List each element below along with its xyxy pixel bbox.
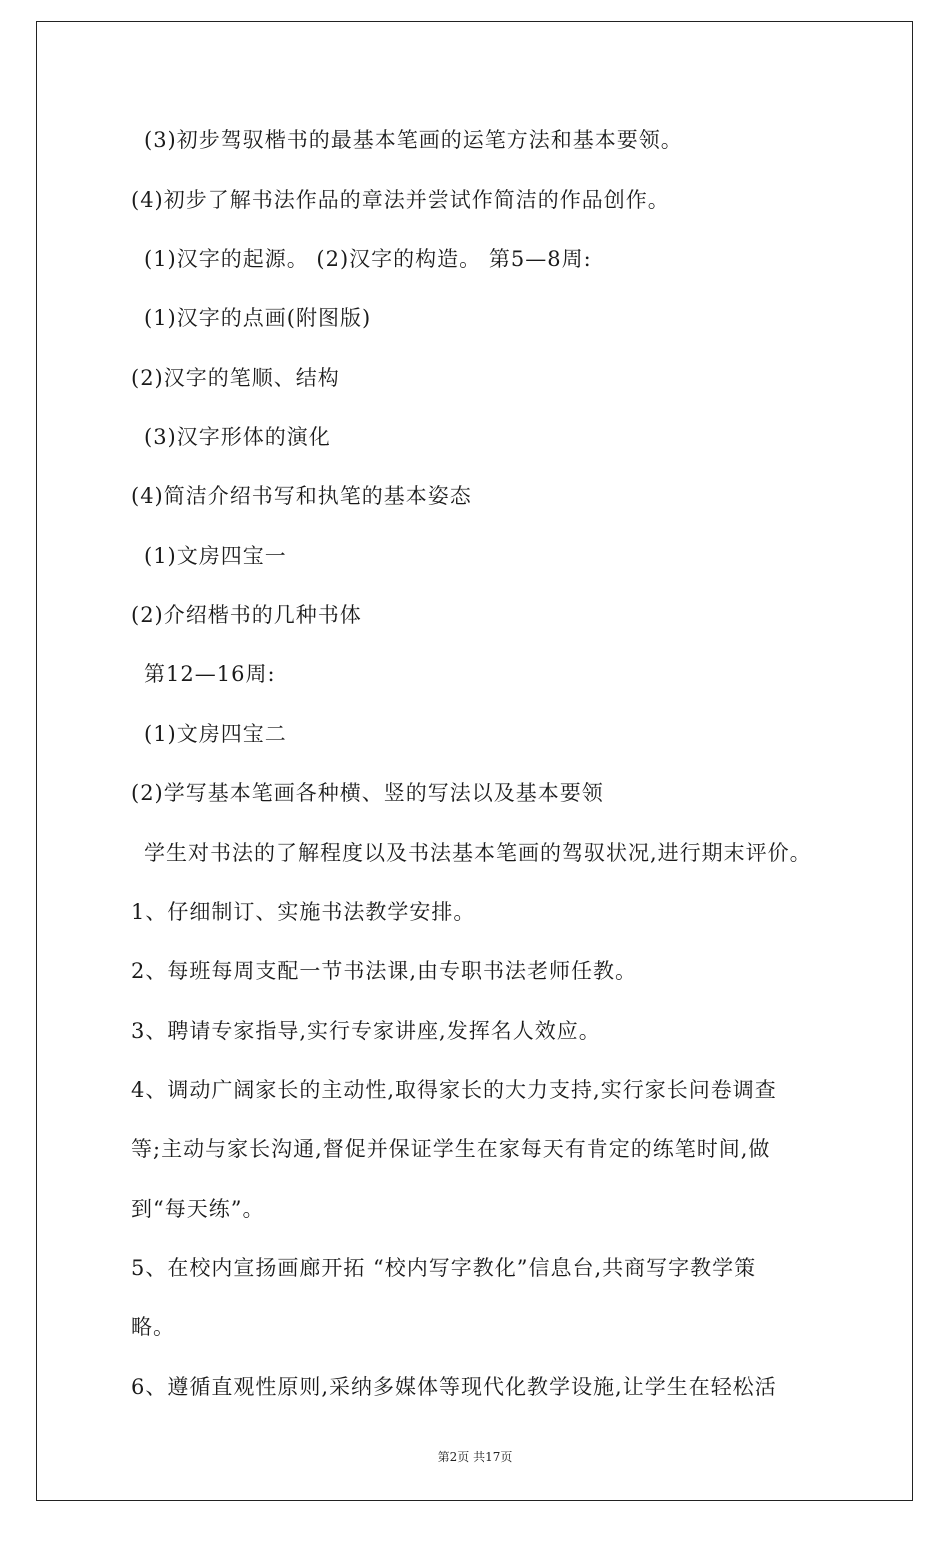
text-line: (4)初步了解书法作品的章法并尝试作简洁的作品创作。 xyxy=(131,188,670,212)
text-line: 4、调动广阔家长的主动性,取得家长的大力支持,实行家长问卷调查 xyxy=(131,1078,777,1102)
text-line: (3)初步驾驭楷书的最基本笔画的运笔方法和基本要领。 xyxy=(144,128,683,152)
text-line: 第12—16周: xyxy=(144,662,276,686)
text-line: (1)文房四宝二 xyxy=(144,722,287,746)
text-line: 学生对书法的了解程度以及书法基本笔画的驾驭状况,进行期末评价。 xyxy=(144,841,812,865)
text-line: (2)汉字的笔顺、结构 xyxy=(131,366,340,390)
text-line: 6、遵循直观性原则,采纳多媒体等现代化教学设施,让学生在轻松活 xyxy=(131,1375,777,1399)
text-line: 5、在校内宣扬画廊开拓 “校内写字教化”信息台,共商写字教学策 xyxy=(131,1256,757,1280)
page-number-footer: 第2页 共17页 xyxy=(437,1450,513,1464)
text-line: (1)汉字的点画(附图版) xyxy=(144,306,372,330)
text-line: 3、聘请专家指导,实行专家讲座,发挥名人效应。 xyxy=(131,1019,601,1043)
text-line: (1)汉字的起源。 (2)汉字的构造。 第5—8周: xyxy=(144,247,592,271)
text-line: (2)学写基本笔画各种横、竖的写法以及基本要领 xyxy=(131,781,604,805)
text-line: 1、仔细制订、实施书法教学安排。 xyxy=(131,900,476,924)
text-line: 略。 xyxy=(131,1315,175,1339)
text-line: (2)介绍楷书的几种书体 xyxy=(131,603,362,627)
text-line: 等;主动与家长沟通,督促并保证学生在家每天有肯定的练笔时间,做 xyxy=(131,1137,771,1161)
text-line: 2、每班每周支配一节书法课,由专职书法老师任教。 xyxy=(131,959,638,983)
text-line: (4)简洁介绍书写和执笔的基本姿态 xyxy=(131,484,472,508)
text-line: 到“每天练”。 xyxy=(131,1197,265,1221)
text-line: (3)汉字形体的演化 xyxy=(144,425,331,449)
text-line: (1)文房四宝一 xyxy=(144,544,287,568)
